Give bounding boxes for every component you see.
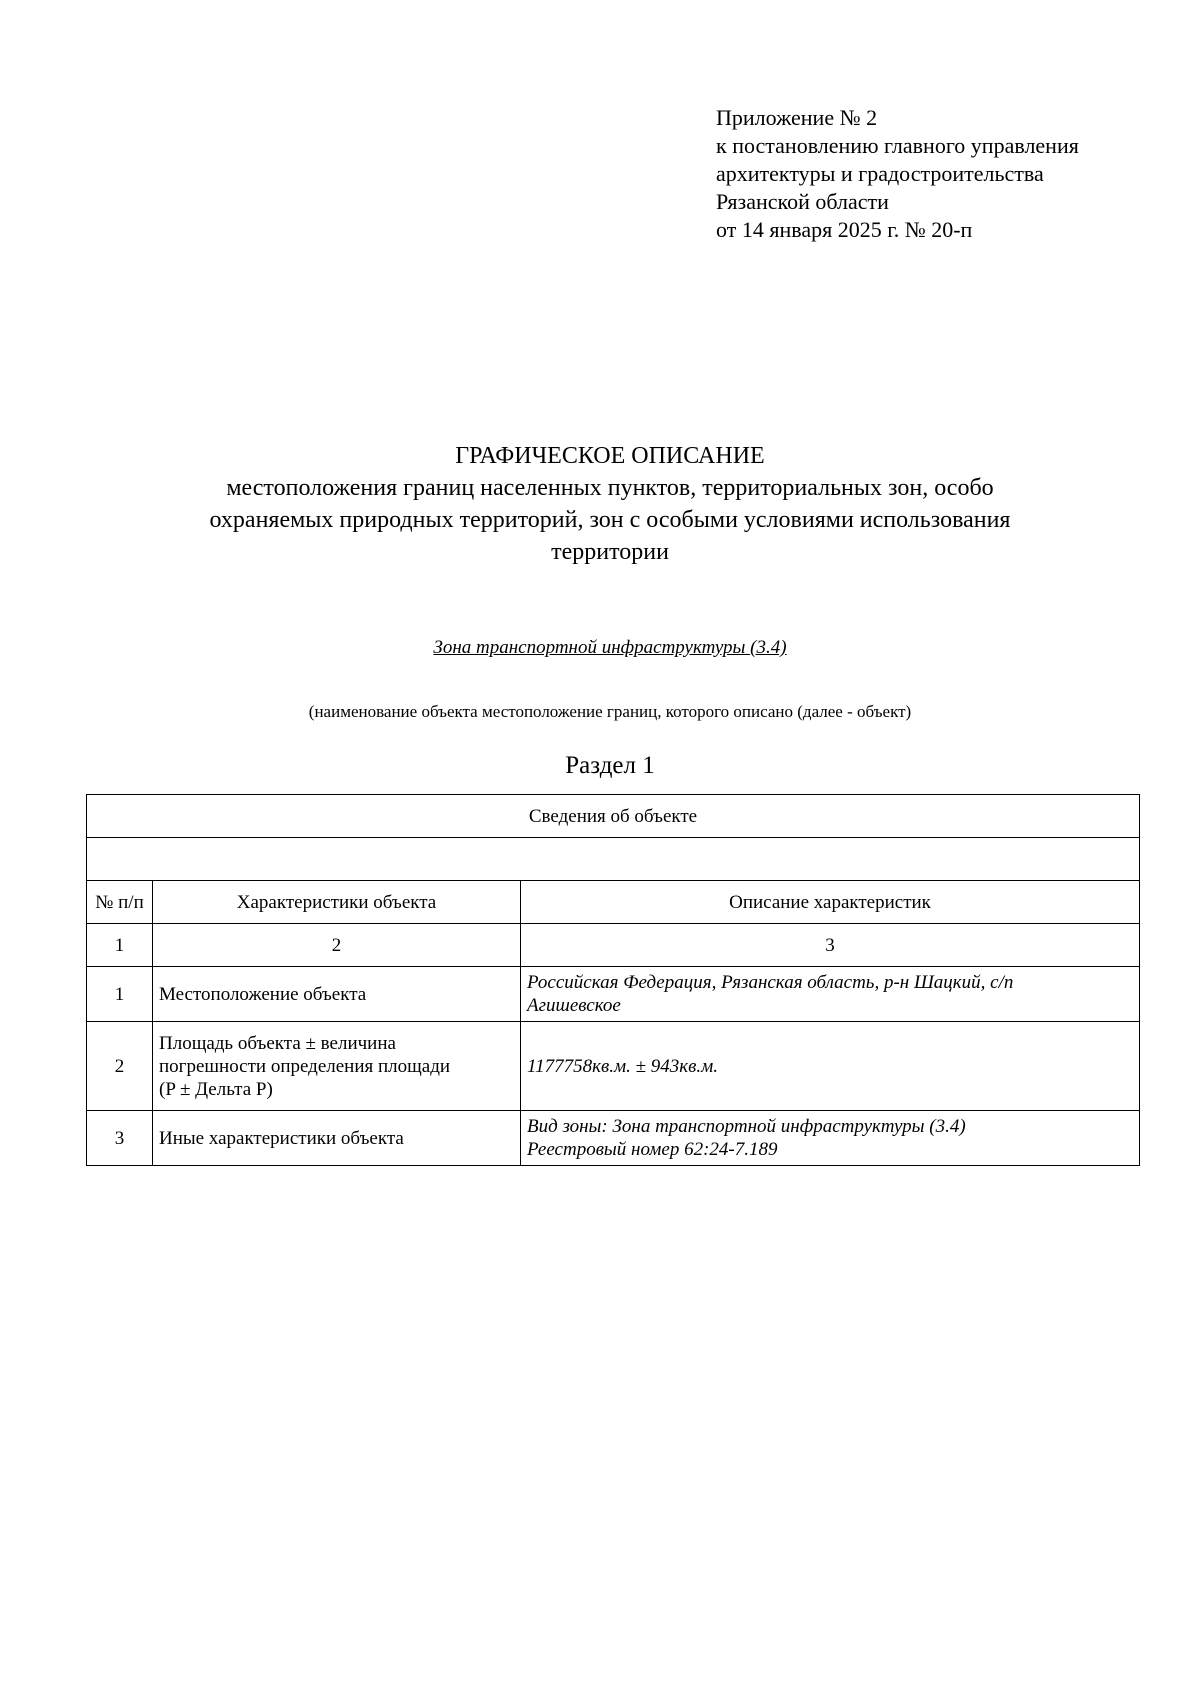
- appendix-header: [716, 104, 1079, 244]
- row-number: 1: [87, 967, 153, 1022]
- table-row: [87, 967, 1140, 1022]
- row-number: 2: [87, 1022, 153, 1111]
- title-line: местоположения границ населенных пунктов, территориальных зон, особо: [226, 475, 994, 501]
- appendix-line: к постановлению главного управления: [716, 133, 1079, 158]
- description-line: Российская Федерация, Рязанская область, р-н Шацкий, с/п: [527, 972, 1014, 993]
- row-characteristic: [153, 967, 521, 1022]
- row-characteristic: [153, 1111, 521, 1166]
- row-description: [521, 967, 1140, 1022]
- appendix-line: архитектуры и градостроительства: [716, 161, 1044, 186]
- characteristic-line: Местоположение объекта: [159, 983, 367, 1005]
- description-line: Агишевское: [527, 995, 621, 1016]
- table-row: [87, 1022, 1140, 1111]
- description-line: 1177758кв.м. ± 943кв.м.: [527, 1055, 719, 1077]
- column-number: 2: [153, 924, 521, 967]
- object-info-table: [86, 794, 1140, 1166]
- characteristic-line: Иные характеристики объекта: [159, 1127, 404, 1149]
- appendix-line: Приложение № 2: [716, 105, 878, 130]
- document-title: [130, 440, 1090, 568]
- title-line: территории: [551, 539, 669, 565]
- table-row: [87, 1111, 1140, 1166]
- section-title: Раздел 1: [565, 752, 655, 779]
- appendix-line: Рязанской области: [716, 189, 889, 214]
- row-description: [521, 1022, 1140, 1111]
- row-characteristic: [153, 1022, 521, 1111]
- title-line: охраняемых природных территорий, зон с особыми условиями использования: [209, 507, 1011, 533]
- title-main: ГРАФИЧЕСКОЕ ОПИСАНИЕ: [455, 443, 765, 469]
- column-header-num: № п/п: [87, 881, 153, 924]
- column-number: 3: [521, 924, 1140, 967]
- characteristic-line: погрешности определения площади: [159, 1055, 451, 1077]
- column-number: 1: [87, 924, 153, 967]
- characteristic-line: (P ± Дельта P): [159, 1078, 273, 1100]
- table-empty-row: [87, 838, 1140, 881]
- object-caption: (наименование объекта местоположение границ, которого описано (далее - объект): [308, 702, 912, 721]
- appendix-line: от 14 января 2025 г. № 20-п: [716, 217, 973, 242]
- row-number: 3: [87, 1111, 153, 1166]
- characteristic-line: Площадь объекта ± величина: [159, 1032, 396, 1054]
- column-header-description: Описание характеристик: [521, 881, 1140, 924]
- table-heading: Сведения об объекте: [87, 795, 1140, 838]
- description-line: Реестровый номер 62:24-7.189: [527, 1139, 778, 1160]
- object-name-text: Зона транспортной инфраструктуры (3.4): [433, 637, 787, 658]
- object-name: [130, 637, 1090, 659]
- column-header-characteristic: Характеристики объекта: [153, 881, 521, 924]
- row-description: [521, 1111, 1140, 1166]
- description-line: Вид зоны: Зона транспортной инфраструктуры (3.4): [527, 1116, 966, 1137]
